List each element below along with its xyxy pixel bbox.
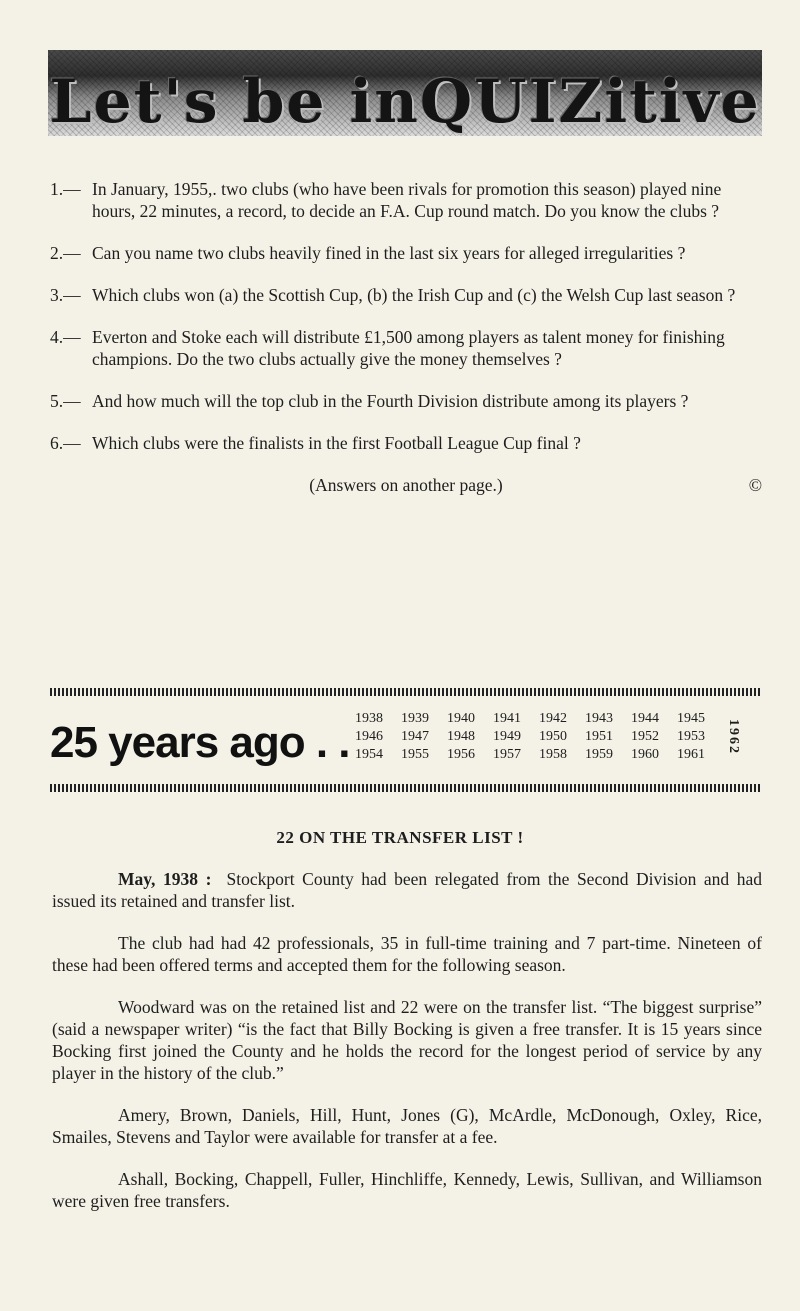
banner-title: Let's be inQUIZitive [49,67,761,136]
question-text: Which clubs were the finalists in the first Football League Cup final ? [92,433,581,453]
years-row-2 [355,728,723,746]
year-cell: 1943 [585,711,613,726]
year-cell: 1940 [447,711,475,726]
year-cell: 1951 [585,729,613,744]
year-cell: 1946 [355,729,383,744]
question-text: Everton and Stoke each will distribute £1,500 among players as talent money for finishing champions. Do the two clubs actually give the money themselves ? [92,327,725,369]
question-number: 5.— [50,391,81,411]
article-paragraph-5 [52,1168,762,1212]
question-number: 4.— [50,327,81,347]
paragraph-text: Ashall, Bocking, Chappell, Fuller, Hinchliffe, Kennedy, Lewis, Sullivan, and Williamson were given free transfers. [52,1169,762,1211]
copyright-icon: © [748,475,762,495]
year-cell: 1949 [493,729,521,744]
question-number: 6.— [50,433,81,453]
question-6 [50,432,762,454]
quiz-section [50,178,762,496]
year-cell: 1956 [447,747,475,762]
article-paragraph-2 [52,932,762,976]
year-cell: 1960 [631,747,659,762]
year-cell: 1947 [401,729,429,744]
year-cell: 1938 [355,711,383,726]
year-cell: 1954 [355,747,383,762]
paragraph-text: The club had had 42 professionals, 35 in full-time training and 7 part-time. Nineteen of these had been offered terms and accepted them for the following season. [52,933,762,975]
article-paragraph-4 [52,1104,762,1148]
year-cell: 1948 [447,729,475,744]
year-cell: 1955 [401,747,429,762]
question-1 [50,178,762,222]
question-3 [50,284,762,306]
current-year-vertical [722,708,744,766]
year-cell: 1961 [677,747,705,762]
question-number: 2.— [50,243,81,263]
question-text: Which clubs won (a) the Scottish Cup, (b) the Irish Cup and (c) the Welsh Cup last season ? [92,285,736,305]
question-4 [50,326,762,370]
years-row-1 [355,710,723,728]
years-grid [355,710,723,764]
year-cell: 1952 [631,729,659,744]
article-paragraph-1 [52,868,762,912]
year-cell: 1941 [493,711,521,726]
question-2 [50,242,762,264]
year-cell: 1953 [677,729,705,744]
question-5 [50,390,762,412]
article-body [52,868,762,1232]
question-text: Can you name two clubs heavily fined in the last six years for alleged irregularities ? [92,243,686,263]
year-cell: 1957 [493,747,521,762]
paragraph-text: Woodward was on the retained list and 22 were on the transfer list. “The biggest surprise” (said a newspaper writer) “is the fact that Billy Bocking is given a free transfer. It is 15 years since Bocking first joined the County and he holds the record for the longest period of service by any player in the history of the club.” [52,997,762,1083]
quiz-banner [48,50,762,136]
year-cell: 1959 [585,747,613,762]
year-cell: 1945 [677,711,705,726]
paragraph-text: Amery, Brown, Daniels, Hill, Hunt, Jones (G), McArdle, McDonough, Oxley, Rice, Smailes, Stevens and Taylor were available for transfer at a fee. [52,1105,762,1147]
current-year-label: 1962 [726,719,741,755]
years-ago-title: 25 years ago . . [50,718,350,767]
article-dateline: May, 1938 : [118,869,212,889]
question-number: 1.— [50,179,81,199]
years-row-3 [355,746,723,764]
year-cell: 1942 [539,711,567,726]
question-number: 3.— [50,285,81,305]
year-cell: 1958 [539,747,567,762]
year-cell: 1944 [631,711,659,726]
question-text: And how much will the top club in the Fourth Division distribute among its players ? [92,391,689,411]
top-divider [50,688,762,696]
paragraph-text: Stockport County had been relegated from the Second Division and had issued its retained and transfer list. [52,869,762,911]
article-headline: 22 ON THE TRANSFER LIST ! [276,828,524,847]
article-paragraph-3 [52,996,762,1084]
year-cell: 1950 [539,729,567,744]
year-cell: 1939 [401,711,429,726]
answers-note: (Answers on another page.) [309,475,503,495]
bottom-divider [50,784,762,792]
answers-note-row [50,474,762,496]
question-text: In January, 1955,. two clubs (who have been rivals for promotion this season) played nine hours, 22 minutes, a record, to decide an F.A. Cup round match. Do you know the clubs ? [92,179,722,221]
